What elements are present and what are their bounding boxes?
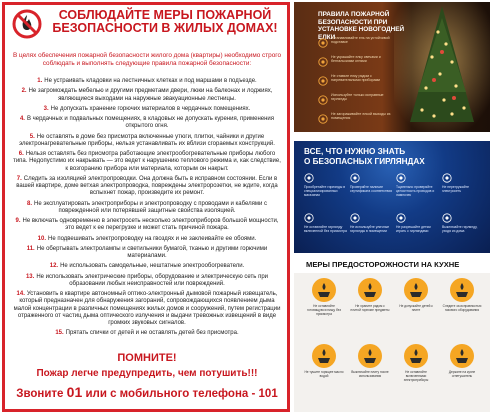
kitchen-rule-item: [350, 344, 390, 388]
rule-text: В чердачных и подвальных помещениях, в кладовых не допускать курения, применения открытого огня.: [26, 116, 275, 130]
kitchen-rule-text: Не оставляйте включенными электроприборы: [403, 370, 429, 382]
rule-item: [11, 116, 283, 130]
kitchen-rule-item: [396, 344, 436, 388]
rule-number: 14.: [16, 291, 25, 298]
rule-text: Не оставлять в доме без присмотра включенные утюги, плитки, чайники и другие электронагревательные приборы, нельзя устанавливать их вблизи сгораемых конструкций.: [19, 133, 275, 147]
child-icon: [404, 278, 428, 302]
flame-icon: [318, 57, 328, 67]
garland-safety-card[interactable]: [294, 141, 490, 253]
emergency-phone: [11, 384, 283, 400]
gas-icon: [450, 278, 474, 302]
garland-rule-text: Не используйте уличные гирлянды в помещении: [350, 225, 390, 234]
rule-number: 1.: [37, 78, 43, 84]
rule-text: Не использовать электрические приборы, оборудование и электрическую сеть при образовании любых неисправностей или повреждений.: [36, 273, 269, 287]
rule-item: [11, 274, 283, 288]
garland-rule-item: [396, 213, 440, 249]
tree-rule-text: Не ставьте елку рядом с нагревательными приборами: [331, 74, 381, 83]
kitchen-rule-text: Не храните рядом с плитой горючие предметы: [350, 304, 390, 312]
rule-text: Не подвешивать электропроводку на гвоздях и не заклеивайте ее обоями.: [47, 235, 257, 242]
garland-card-subtitle: О БЕЗОПАСНЫХ ГИРЛЯНДАХ: [304, 157, 425, 166]
rule-number: 15.: [55, 330, 64, 337]
kitchen-rule-item: [396, 278, 436, 322]
rule-text: Не загромождать мебелью и другими предметами двери, люки на балконах и лоджиях, являющиеся выходами на наружные эвакуационные лестницы.: [28, 88, 273, 102]
rules-list: [11, 78, 283, 341]
tree-rule-text: Устанавливайте ель на устойчивой подставке: [331, 36, 390, 45]
poster-title: СОБЛЮДАЙТЕ МЕРЫ ПОЖАРНОЙ БЕЗОПАСНОСТИ В ЖИЛЫХ ДОМАХ!: [52, 8, 278, 35]
kitchen-rule-text: Не допускайте детей к плите: [399, 304, 433, 312]
poster-intro: В целях обеспечения пожарной безопасности жилого дома (квартиры) необходимо строго соблюдать и выполнять следующие правила пожарной безопасности:: [12, 52, 282, 67]
tree-safety-card[interactable]: [294, 2, 490, 132]
garland-rule-item: [442, 173, 486, 209]
tree-rule-item: [318, 93, 398, 111]
plug-icon: [318, 95, 328, 105]
phone-number-101: 101: [258, 388, 278, 400]
rule-text: Не эксплуатировать электроприборы и электропроводку с проводами и кабелями с поврежденной или потерявшей защитные свойства изоляцией.: [34, 200, 267, 214]
tree-stand-icon: [318, 38, 328, 48]
kitchen-rule-item: [304, 344, 344, 388]
rule-text: Следить за изоляцией электропроводки. Она должна быть в исправном состоянии. Если в вашей квартире, доме ветхая электропроводка, повреждены электророзетки, не ждите, когда вспыхнет пожар, произведите их ремонт.: [16, 175, 278, 197]
rule-text: Не допускать хранение горючих материалов в чердачных помещениях.: [50, 105, 251, 112]
rule-number: 4.: [19, 116, 25, 123]
rule-item: [11, 218, 283, 232]
slogan: Пожар легче предупредить, чем потушить!!!: [36, 368, 258, 379]
pan-icon: [312, 278, 336, 302]
rule-number: 6.: [18, 151, 24, 158]
rule-number: 12.: [49, 263, 59, 270]
tree-rule-item: [318, 36, 398, 54]
rule-item: [11, 78, 283, 85]
fire-safety-poster: [2, 2, 290, 412]
kitchen-rule-text: Выключайте плиту после использования: [351, 370, 389, 378]
tree-card-title: ПРАВИЛА ПОЖАРНОЙ БЕЗОПАСНОСТИ ПРИ УСТАНОВКЕ НОВОГОДНЕЙ ЕЛКИ: [318, 11, 405, 41]
garland-rule-text: Не перегружайте электросеть: [442, 185, 470, 194]
rule-number: 3.: [43, 105, 49, 112]
rule-text: Установить в квартире автономный оптико-электронный дымовой пожарный извещатель, который предназначен для обнаружения загораний, сопровождающихся появлением дыма малой концентрации в различных помещениях жилых домов и сооружений, путем регистрации отраженного от частиц дыма оптического излучения и выдачи тревожных извещений в виде громких звуковых сигналов.: [13, 291, 281, 326]
socket-icon: [442, 173, 452, 183]
garland-rule-item: [304, 213, 348, 249]
tree-rule-item: [318, 74, 398, 92]
appliance-icon: [404, 344, 428, 368]
clock-icon: [304, 213, 314, 223]
garland-rule-text: Не разрешайте детям играть с гирляндами: [396, 225, 431, 234]
christmas-tree-image: [394, 2, 490, 132]
rule-item: [11, 201, 283, 215]
kitchen-rule-text: Не оставляйте готовящуюся пищу без присмотра: [307, 304, 341, 316]
towel-icon: [358, 278, 382, 302]
rule-item: [11, 291, 283, 327]
tree-rule-text: Не загораживайте елкой выходы из помещения: [331, 112, 391, 121]
garland-rule-text: Не оставляйте гирлянду включенной без присмотра: [304, 225, 347, 234]
phone-number-01: 01: [66, 384, 83, 400]
rule-text: Не включать одновременно в электросеть несколько электроприборов большой мощности, это ведет к ее перегрузке и может стать причиной пожара.: [22, 218, 279, 232]
rule-number: 8.: [27, 200, 33, 207]
rule-number: 2.: [21, 88, 27, 95]
exit-icon: [318, 114, 328, 124]
rule-number: 9.: [15, 218, 21, 224]
kitchen-rule-text: Следите за исправностью газового оборудования: [442, 304, 482, 312]
rule-item: [11, 236, 283, 243]
phone-mid: или с мобильного телефона -: [85, 388, 256, 400]
garland-rule-item: [442, 213, 486, 249]
kitchen-safety-card[interactable]: [294, 256, 490, 412]
rule-number: 7.: [16, 175, 22, 182]
kitchen-rule-text: Не тушите горящее масло водой: [304, 370, 344, 378]
rule-item: [11, 176, 283, 198]
oil-icon: [312, 344, 336, 368]
tree-rule-text: Не украшайте елку свечами и бенгальскими огнями: [331, 55, 381, 64]
garland-rule-item: [304, 173, 348, 209]
rule-number: 5.: [29, 133, 35, 140]
rule-item: [11, 246, 283, 260]
garland-rule-item: [350, 213, 394, 249]
garland-rule-text: Выключайте гирлянду, уходя из дома: [442, 225, 478, 234]
rule-text: Не обертывать электролампы и светильники бумагой, тканью и другими горючими материалами.: [36, 245, 268, 259]
rule-item: [11, 134, 283, 148]
garland-rule-text: Проверяйте наличие сертификата соответствия: [350, 185, 393, 194]
kitchen-rule-item: [442, 344, 482, 388]
rule-item: [11, 106, 283, 113]
garland-rule-item: [350, 173, 394, 209]
rule-number: 11.: [26, 245, 35, 252]
heater-icon: [318, 76, 328, 86]
certificate-icon: [350, 173, 360, 183]
kitchen-rule-item: [350, 278, 390, 322]
no-fire-icon: [12, 9, 42, 39]
switch-icon: [358, 344, 382, 368]
rule-item: [11, 330, 283, 337]
tree-rule-item: [318, 112, 398, 130]
rule-text: Нельзя оставлять без присмотра работающие электрообогревательные приборы любого типа. Недопустимо их накрывать — это ведет к нарушению теплового режима и, как следствие, к возгоранию прибора или материала, которым он накрыт.: [13, 151, 281, 172]
phone-prefix: Звоните: [16, 388, 64, 400]
bulb-icon: [304, 173, 314, 183]
tree-rule-item: [318, 55, 398, 73]
kitchen-rule-text: Держите на кухне огнетушитель: [448, 370, 476, 378]
rule-item: [11, 151, 283, 173]
garland-card-title: ВСЕ, ЧТО НУЖНО ЗНАТЬ: [304, 147, 406, 156]
rule-text: Прятать спички от детей и не оставлять детей без присмотра.: [65, 330, 239, 337]
rule-number: 13.: [25, 273, 35, 280]
rule-item: [11, 88, 283, 102]
rule-number: 10.: [37, 235, 46, 242]
wire-icon: [396, 173, 406, 183]
garland-rule-item: [396, 173, 440, 209]
rule-item: [11, 263, 283, 270]
garland-rule-text: Приобретайте гирлянды в специализированных магазинах: [304, 185, 346, 198]
tree-rule-text: Используйте только исправные гирлянды: [331, 93, 384, 102]
off-icon: [442, 213, 452, 223]
extinguisher-icon: [450, 344, 474, 368]
kitchen-card-title: МЕРЫ ПРЕДОСТОРОЖНОСТИ НА КУХНЕ: [306, 260, 460, 269]
kitchen-rule-item: [304, 278, 344, 322]
kitchen-rule-item: [442, 278, 482, 322]
remember-heading: ПОМНИТЕ!: [117, 352, 177, 364]
rule-text: Не использовать самодельные, нештатные электрообогреватели.: [60, 263, 245, 270]
water-icon: [350, 213, 360, 223]
garland-rule-text: Тщательно проверяйте целостность проводов и лампочек: [396, 185, 435, 198]
child-icon: [396, 213, 406, 223]
rule-text: Не устраивать кладовки на лестничных клетках и под маршами в подъезде.: [44, 78, 257, 84]
